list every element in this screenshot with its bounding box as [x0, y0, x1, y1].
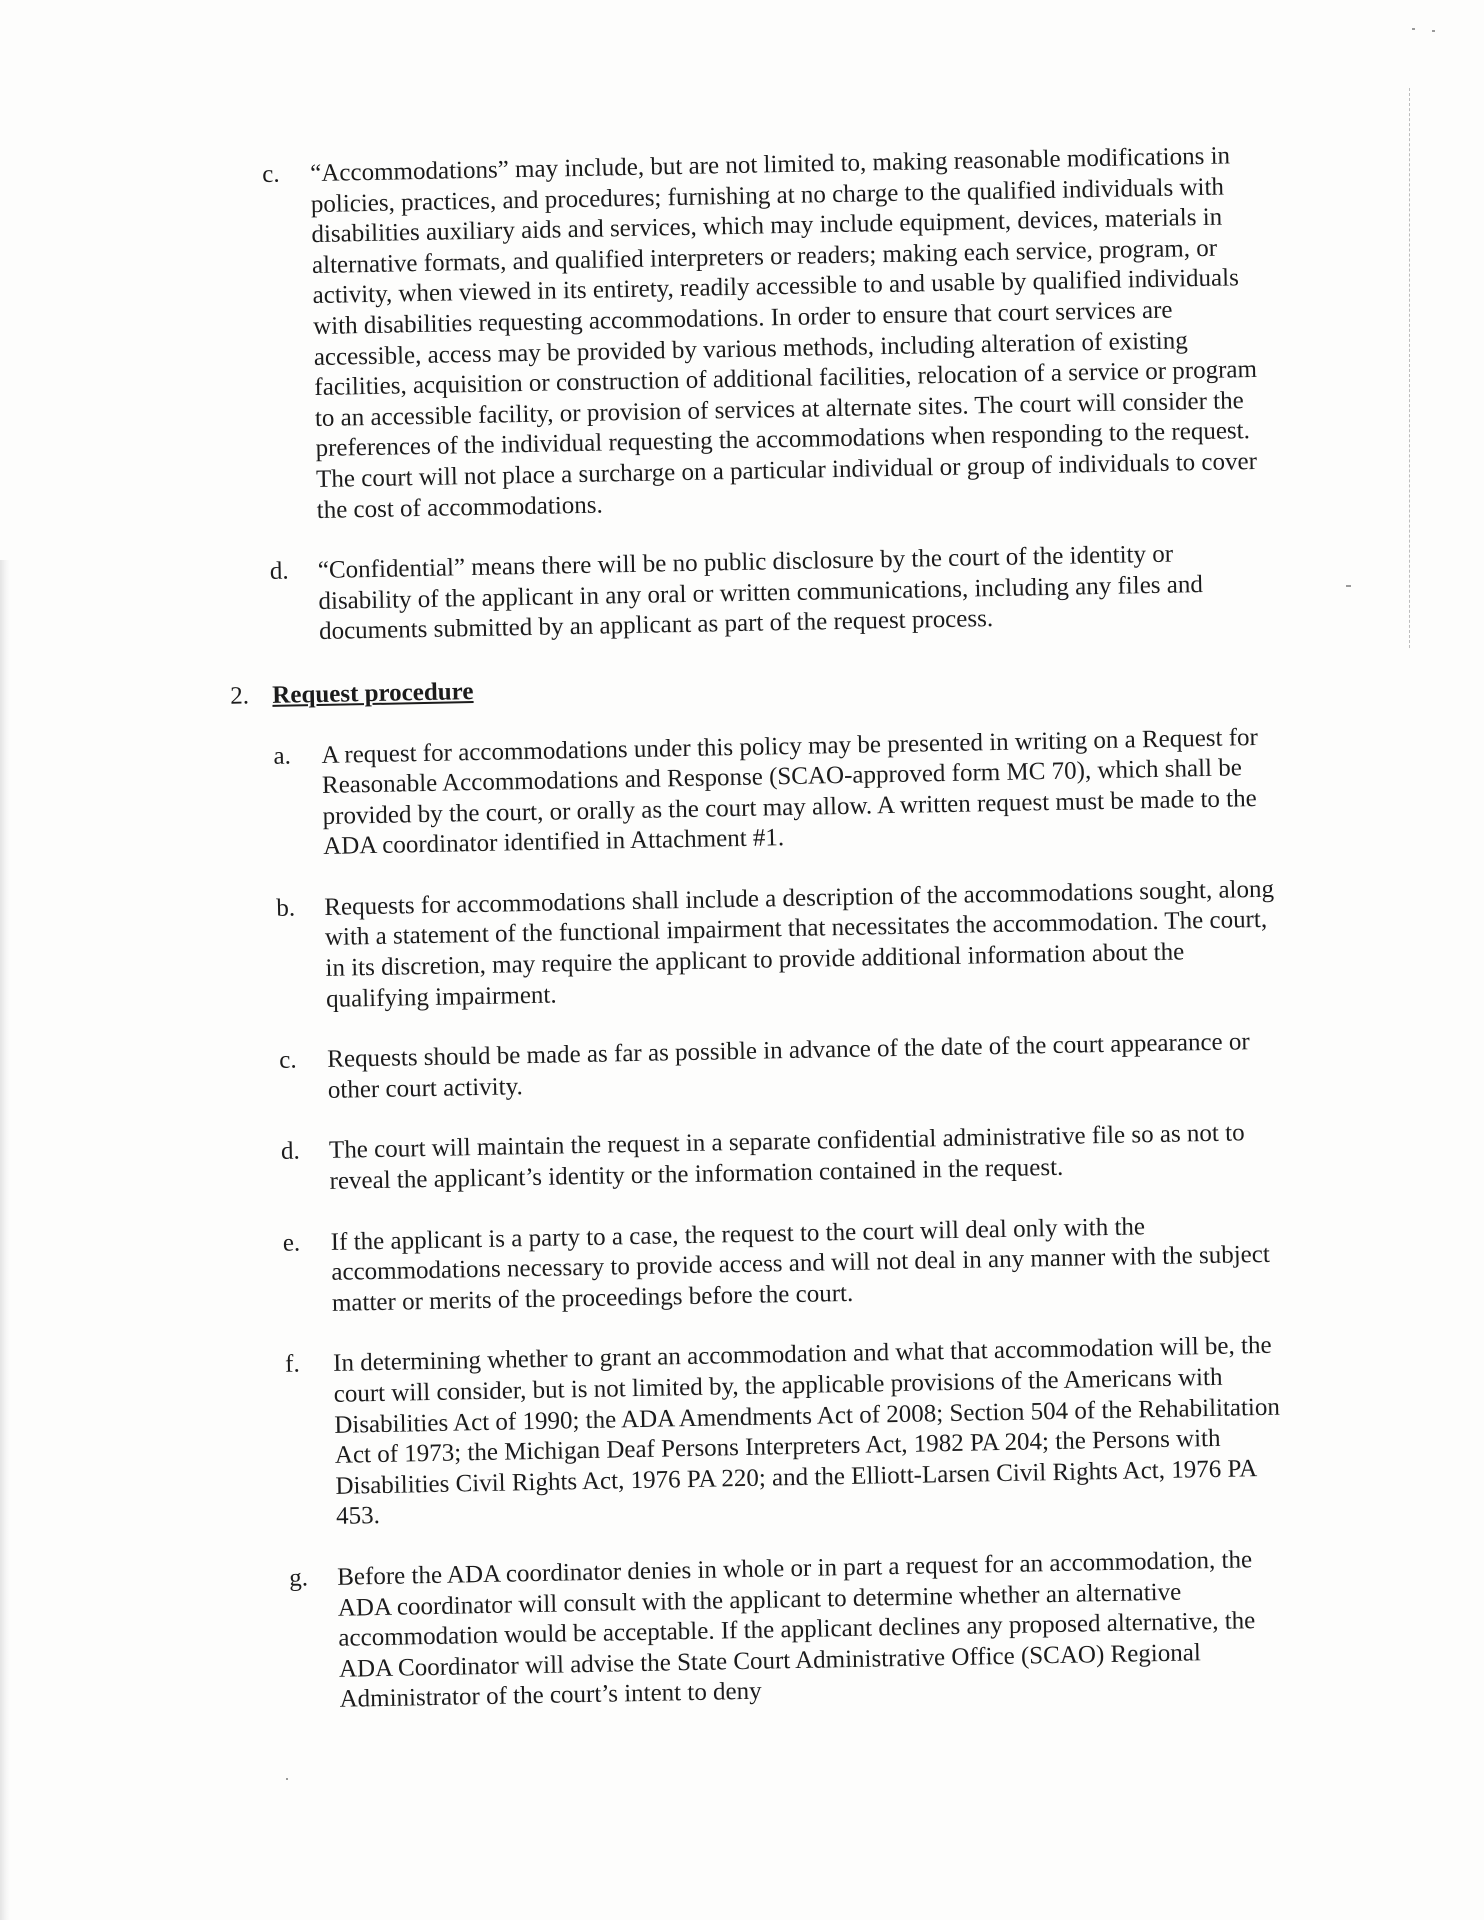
list-item: [262, 141, 1269, 527]
list-item: [281, 1118, 1282, 1198]
item-text: If the applicant is a party to a case, the request to the court will deal only with the accommodations necessary to provide access and will not deal in any manner with the subject matter or merits of the proceedings before the court.: [330, 1212, 1271, 1317]
scan-speck: [286, 1778, 288, 1780]
scan-speck: [1346, 585, 1351, 587]
item-marker: c.: [262, 160, 280, 188]
scan-edge-shadow: [0, 560, 10, 1920]
section-heading: [230, 662, 1272, 713]
section-title: Request procedure: [272, 677, 474, 709]
item-marker: e.: [282, 1229, 301, 1257]
item-text: In determining whether to grant an accommodation and what that accommodation will be, the court will consider, but is not limited by, the applicable provisions of the Americans with Disabilities Act of 1990; the ADA Amendments Act of 2008; Section 504 of the Rehabilitation Act of 1973; the Michigan Deaf Persons Interpreters Act, 1982 PA 204; the Persons with Disabilities Civil Rights Act, 1976 PA 220; and the Elliott-Larsen Civil Rights Act, 1976 PA 453.: [332, 1332, 1281, 1531]
list-item: [270, 538, 1272, 649]
list-item: [276, 875, 1278, 1017]
item-marker: c.: [279, 1046, 297, 1075]
scan-speck: [1432, 30, 1435, 32]
item-marker: d.: [269, 557, 289, 586]
section-number: 2.: [230, 682, 250, 710]
scan-speck: [1412, 28, 1415, 30]
document-body: [230, 141, 1292, 1717]
list-item: [285, 1331, 1288, 1534]
item-text: Requests for accommodations shall include a description of the accommodations sought, along with a statement of the functional impairment that necessitates the accommodation. The court, in its discretion, may require the applicant to provide additional information about the qualifying impairment.: [324, 875, 1275, 1013]
item-marker: g.: [288, 1564, 309, 1592]
item-text: The court will maintain the request in a separate confidential administrative file so as not to reveal the applicant’s identity or the information contained in the request.: [328, 1119, 1245, 1195]
scan-edge-marks: [1409, 88, 1412, 648]
list-item: [283, 1209, 1285, 1320]
item-marker: b.: [276, 894, 296, 922]
item-text: A request for accommodations under this policy may be presented in writing on a Request for Reasonable Accommodations and Response (SCAO-approved form MC 70), which shall be provided by the court, or orally as the court may allow. A written request must be made to the ADA coordinator identified in Attachment #1.: [321, 723, 1259, 861]
list-item: [273, 722, 1275, 864]
list-item: [279, 1027, 1280, 1107]
item-text: “Accommodations” may include, but are not limited to, making reasonable modifications in policies, practices, and procedures; furnishing at no charge to the qualified individuals with disabilities auxiliary aids and services, which may include equipment, devices, materials in alternative formats, and qualified interpreters or readers; making each service, program, or activity, when viewed in its entirety, readily accessible to and usable by qualified individuals with disabilities requesting accommodations. In order to ensure that court services are accessible, access may be provided by various methods, including alteration of existing facilities, acquisition or construction of additional facilities, relocation of a service or program to an accessible facility, or provision of services at alternate sites. The court will consider the preferences of the individual requesting the accommodations when responding to the request. The court will not place a surcharge on a particular individual or group of individuals to cover the cost of accommodations.: [310, 142, 1258, 524]
item-marker: f.: [284, 1350, 300, 1379]
item-marker: a.: [273, 742, 292, 770]
item-text: Before the ADA coordinator denies in whole or in part a request for an accommodation, the ADA coordinator will consult with the applicant to determine whether an alternative accommodation would be acceptable. If the applicant declines any proposed alternative, the ADA Coordinator will advise the State Court Administrative Office (SCAO) Regional Administrator of the court’s intent to deny: [336, 1546, 1256, 1714]
item-text: Requests should be made as far as possible in advance of the date of the court appearance or other court activity.: [327, 1028, 1250, 1104]
list-item: [289, 1545, 1292, 1717]
item-marker: d.: [280, 1137, 301, 1166]
item-text: “Confidential” means there will be no public disclosure by the court of the identity or disability of the applicant in any oral or written communications, including any files and documents submitted by an applicant as part of the request process.: [317, 540, 1204, 646]
